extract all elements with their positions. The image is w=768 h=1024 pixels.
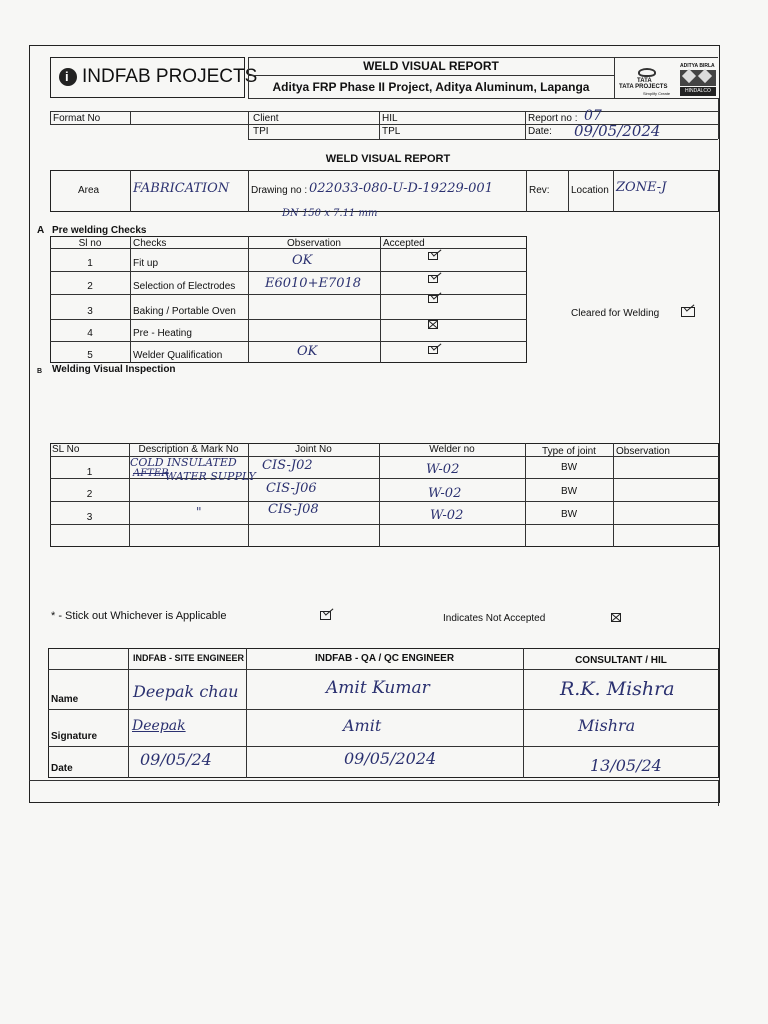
signoff-row-rule-2 — [48, 709, 719, 710]
client-label: Client — [253, 113, 279, 124]
tpi-label: TPI — [253, 126, 269, 137]
report-title: WELD VISUAL REPORT — [363, 59, 499, 73]
area-rule-v1 — [130, 170, 131, 212]
area-label: Area — [78, 185, 100, 196]
insp-col-rule-5 — [613, 443, 614, 547]
pre-row-2-check: Selection of Electrodes — [133, 281, 236, 292]
pre-row-4-accepted-x-icon — [428, 320, 438, 329]
consultant-name: R.K. Mishra — [560, 678, 675, 700]
pre-row-5-accepted-check-icon — [428, 346, 438, 354]
hindalco-logo-icon: HINDALCO — [680, 87, 716, 96]
location-value: ZONE-J — [616, 180, 667, 195]
report-no-label: Report no : — [528, 113, 578, 124]
pre-row-1-no: 1 — [87, 258, 93, 269]
section-title: WELD VISUAL REPORT — [325, 153, 451, 165]
consultant-signature: Mishra — [578, 716, 636, 735]
insp-row-3-no: 3 — [86, 512, 93, 523]
location-label: Location — [571, 185, 609, 196]
header-mid-rule — [248, 75, 614, 76]
insp-row-2-welder: W-02 — [428, 486, 462, 501]
cleared-for-welding-label: Cleared for Welding — [571, 308, 660, 319]
pre-row-1-observation: OK — [292, 253, 313, 268]
insp-row-1-no: 1 — [86, 467, 93, 478]
insp-row-1-welder: W-02 — [426, 462, 460, 477]
pre-row-3-check: Baking / Portable Oven — [133, 306, 236, 317]
qa-engineer-signature: Amit — [343, 716, 382, 735]
tata-projects-label: TATA PROJECTS — [619, 84, 668, 90]
signoff-col-rule-1 — [128, 648, 129, 778]
drawing-label: Drawing no : — [251, 185, 308, 196]
qa-engineer-name: Amit Kumar — [326, 678, 430, 698]
header-logo-divider — [614, 57, 615, 98]
pre-header-observation: Observation — [287, 238, 341, 249]
client-value: HIL — [382, 113, 398, 124]
insp-col-rule-3 — [379, 443, 380, 547]
insp-row-2-no: 2 — [86, 489, 93, 500]
pre-row-5-check: Welder Qualification — [133, 350, 223, 361]
site-engineer-signature: Deepak — [132, 718, 186, 734]
bottom-rule — [29, 780, 719, 781]
pre-row-2-no: 2 — [87, 281, 93, 292]
drawing-value: 022033-080-U-D-19229-001 — [309, 181, 493, 196]
site-engineer-date: 09/05/24 — [140, 750, 212, 769]
pre-row-2-observation: E6010+E7018 — [265, 276, 362, 291]
insp-row-rule-3 — [50, 501, 719, 502]
info-rule-v3 — [248, 111, 249, 139]
report-no-value: 07 — [584, 108, 602, 124]
insp-row-3-desc: " — [196, 505, 202, 519]
pre-row-5-no: 5 — [87, 350, 93, 361]
pre-row-4-check: Pre - Heating — [133, 328, 192, 339]
insp-row-3-joint: CIS-J08 — [268, 502, 319, 517]
insp-header-observation: Observation — [616, 446, 670, 457]
insp-header-welder: Welder no — [429, 444, 475, 455]
tata-label: TATA — [637, 78, 652, 84]
info-rule-v4 — [379, 111, 380, 139]
inspection-title: Welding Visual Inspection — [52, 364, 176, 375]
tata-tagline: Simplify Create — [643, 91, 671, 96]
pre-row-4-no: 4 — [87, 328, 93, 339]
area-rule-v5 — [613, 170, 614, 212]
signoff-header-qa-qc: INDFAB - QA / QC ENGINEER — [314, 653, 455, 664]
qa-engineer-date: 09/05/2024 — [344, 749, 437, 768]
insp-row-1-joint: CIS-J02 — [262, 458, 313, 473]
company-name: INDFAB PROJECTS — [82, 66, 258, 87]
info-rule-v5 — [525, 111, 526, 139]
insp-header-type: Type of joint — [542, 446, 596, 457]
accepted-legend-check-icon — [320, 611, 331, 620]
cleared-for-welding-check-icon — [681, 307, 695, 317]
insp-row-1-desc: COLD INSULATED — [130, 456, 237, 469]
info-rule-v2 — [130, 111, 131, 124]
not-accepted-note: Indicates Not Accepted — [443, 613, 546, 624]
pre-header-checks: Checks — [133, 238, 167, 249]
insp-row-3-type: BW — [560, 509, 578, 520]
insp-row-rule-4 — [50, 524, 719, 525]
signoff-header-site-engineer: INDFAB - SITE ENGINEER — [133, 653, 245, 663]
pre-row-rule-4 — [50, 319, 527, 320]
info-rule-v1 — [50, 111, 51, 124]
aditya-birla-label: ADITYA BIRLA — [680, 63, 715, 69]
area-rule-v2 — [248, 170, 249, 212]
pre-row-5-observation: OK — [297, 344, 318, 359]
insp-struck-text: AFTER — [133, 468, 169, 479]
insp-row-1-type: BW — [560, 462, 578, 473]
insp-header-slno: SL No — [52, 444, 80, 455]
format-no-label: Format No — [53, 113, 101, 124]
tpi-value: TPL — [382, 126, 401, 137]
info-rule-v6 — [718, 98, 719, 139]
pre-header-accepted: Accepted — [383, 238, 425, 249]
consultant-date: 13/05/24 — [590, 756, 662, 775]
pre-row-rule-3 — [50, 294, 527, 295]
signoff-col-rule-3 — [523, 648, 524, 778]
aditya-birla-logo-icon — [680, 70, 716, 86]
signoff-name-label: Name — [51, 694, 79, 705]
pre-col-rule-2 — [248, 236, 249, 363]
date-label: Date: — [528, 126, 552, 137]
rev-label: Rev: — [529, 185, 550, 196]
insp-header-joint: Joint No — [295, 444, 332, 455]
header-top-rule — [248, 57, 718, 58]
signoff-signature-label: Signature — [51, 731, 98, 742]
insp-row-2-joint: CIS-J06 — [266, 481, 317, 496]
section-b-letter: B — [37, 368, 43, 375]
not-accepted-x-icon — [611, 613, 621, 622]
signoff-col-rule-2 — [246, 648, 247, 778]
pre-row-rule-2 — [50, 271, 527, 272]
site-engineer-name: Deepak chau — [133, 682, 239, 701]
info-top-rule — [50, 111, 718, 112]
area-rule-v4 — [568, 170, 569, 212]
indfab-logo-icon: i — [59, 68, 77, 86]
area-rule-v3 — [526, 170, 527, 212]
bottom-edge — [718, 780, 719, 806]
pre-row-2-accepted-check-icon — [428, 275, 438, 283]
pre-col-rule-1 — [130, 236, 131, 363]
header-bottom-rule — [248, 98, 718, 99]
signoff-row-rule-3 — [48, 746, 719, 747]
signoff-date-label: Date — [51, 763, 73, 774]
pre-row-3-accepted-check-icon — [428, 295, 438, 303]
tata-logo-icon — [638, 68, 656, 77]
size-note: DN 150 x 7.11 mm — [282, 208, 378, 219]
pre-header-slno: Sl no — [78, 238, 102, 249]
insp-row-2-desc: WATER SUPPLY — [165, 470, 256, 483]
insp-row-3-welder: W-02 — [430, 508, 464, 523]
date-value: 09/05/2024 — [574, 122, 661, 140]
insp-row-2-type: BW — [560, 486, 578, 497]
area-value: FABRICATION — [133, 181, 230, 196]
stick-out-note: * - Stick out Whichever is Applicable — [51, 610, 227, 622]
pre-col-rule-3 — [380, 236, 381, 363]
insp-header-desc: Description & Mark No — [138, 444, 239, 455]
signoff-row-rule-1 — [48, 669, 719, 670]
pre-welding-title: Pre welding Checks — [52, 225, 147, 236]
pre-row-rule-5 — [50, 341, 527, 342]
project-name: Aditya FRP Phase II Project, Aditya Aluminum, Lapanga — [272, 80, 590, 94]
insp-col-rule-2 — [248, 443, 249, 547]
pre-row-1-accepted-check-icon — [428, 252, 438, 260]
pre-row-1-check: Fit up — [133, 258, 159, 269]
pre-welding-table — [50, 236, 527, 363]
pre-row-3-no: 3 — [87, 306, 93, 317]
section-a-letter: A — [37, 225, 45, 236]
signoff-header-consultant: CONSULTANT / HIL — [575, 655, 667, 666]
